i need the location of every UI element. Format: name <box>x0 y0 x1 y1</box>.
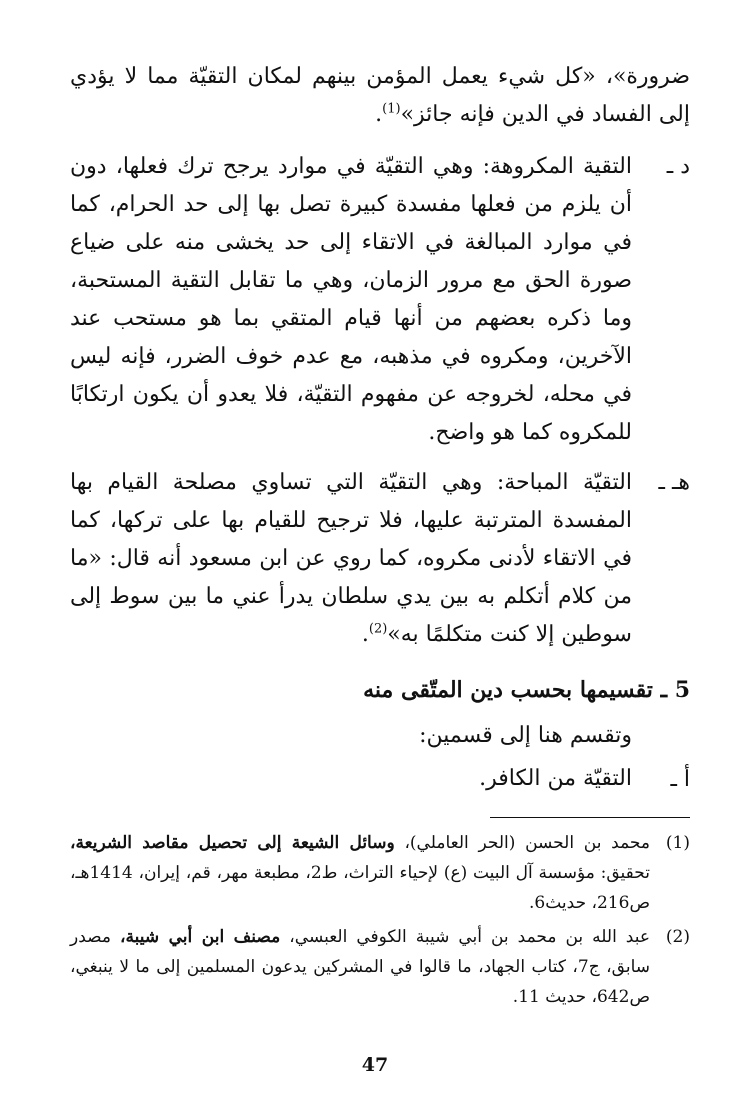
footnote-number-2: (2) <box>665 927 690 947</box>
footnote-rest-1: تحقيق: مؤسسة آل البيت (ع) لإحياء التراث، ط2، مطبعة مهر، قم، إيران، 1414هـ، ص216، حديث6. <box>70 863 650 913</box>
intro-end: . <box>375 102 383 127</box>
footnote-number-1: (1) <box>665 833 690 853</box>
item-body-ha <box>70 464 632 654</box>
section-heading: 5 ـ تقسيمها بحسب دين المتّقى منه <box>363 677 690 703</box>
list-item-ha <box>70 464 690 654</box>
page-number: 47 <box>361 1054 389 1076</box>
intro-text: ضرورة»، «كل شيء يعمل المؤمن بينهم لمكان التقيّة مما لا يؤدي إلى الفساد في الدين فإنه جائز» <box>70 64 690 127</box>
list-item-alef <box>70 760 690 800</box>
footnote-text-1 <box>70 828 650 918</box>
footnote-divider <box>490 817 690 818</box>
item-marker-alef: أ ـ <box>670 767 690 792</box>
footnote-rest-2: مصدر سابق، ج7، كتاب الجهاد، ما قالوا في المشركين يدعون المسلمين إلى ما لا ينبغي، ص642، حديث 11. <box>70 927 650 1007</box>
footnote-lead-2: عبد الله بن محمد بن أبي شيبة الكوفي العبسي، <box>289 927 651 947</box>
footnote-2 <box>70 922 690 1012</box>
item-marker-ha: هـ ـ <box>658 470 690 495</box>
footnote-lead-1: محمد بن الحسن (الحر العاملي)، <box>404 833 651 853</box>
section-intro: وتقسم هنا إلى قسمين: <box>419 723 632 748</box>
item-text-dal: التقية المكروهة: وهي التقيّة في موارد يرجح ترك فعلها، دون أن يلزم من فعلها مفسدة كبيرة تصل بها إلى حد الحرام، كما في موارد المبالغة في الاتقاء إلى حد يخشى منه على ضياع صورة الحق مع مرور الزمان، وهي ما تقابل التقية المستحبة، وما ذكره بعضهم من أنها قيام المتقي بما هو مستحب عند الآخرين، ومكروه في مذهبه، مع عدم خوف الضرر، فإنه ليس في محله، لخروجه عن مفهوم التقيّة، فلا يعدو أن يكون ارتكابًا للمكروه كما هو واضح. <box>70 154 632 445</box>
item-text-alef: التقيّة من الكافر. <box>479 766 632 791</box>
footnote-title-2: مصنف ابن أبي شيبة، <box>120 927 281 947</box>
page-body <box>70 58 690 800</box>
item-marker-dal: د ـ <box>666 154 690 179</box>
item-text-ha: التقيّة المباحة: وهي التقيّة التي تساوي مصلحة القيام بها المفسدة المترتبة عليها، فلا ترجيح للقيام بها على تركها، كما في الاتقاء لأدنى مكروه، كما روي عن ابن مسعود أنه قال: «ما من كلام أتكلم به بين يدي سلطان يدرأ عني ما بين سوط إلى سوطين إلا كنت متكلمًا به» <box>70 470 632 647</box>
footnote-ref-1[interactable]: (1) <box>382 101 401 117</box>
list-item-dal <box>70 148 690 452</box>
footnotes <box>70 828 690 1016</box>
item-end-ha: . <box>361 622 369 647</box>
footnote-text-2 <box>70 922 650 1012</box>
footnote-title-1: وسائل الشيعة إلى تحصيل مقاصد الشريعة، <box>70 833 395 853</box>
footnote-ref-2[interactable]: (2) <box>368 621 388 637</box>
footnote-1 <box>70 828 690 918</box>
intro-paragraph <box>70 58 690 134</box>
